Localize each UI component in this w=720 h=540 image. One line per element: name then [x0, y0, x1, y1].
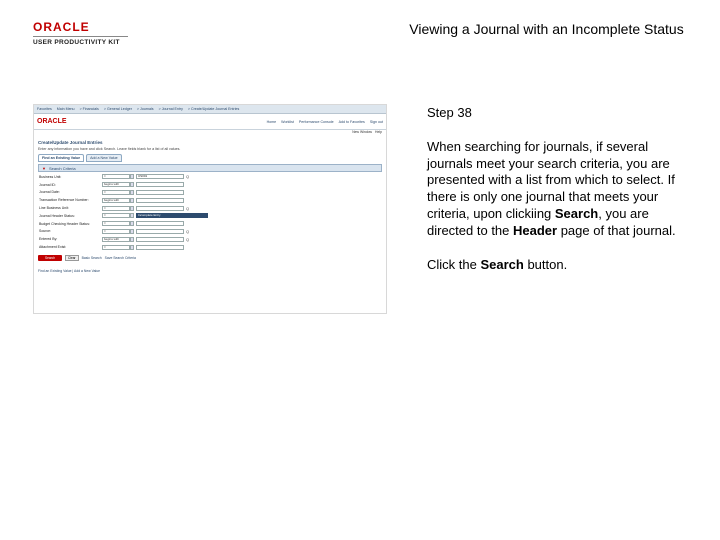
lookup-icon[interactable]: Q [186, 174, 190, 180]
search-field-row [34, 181, 386, 189]
operator-select[interactable]: = [102, 213, 130, 218]
nav-item[interactable]: > Financials [79, 107, 99, 111]
page-title: Viewing a Journal with an Incomplete Status [409, 21, 684, 37]
sub-links [34, 130, 386, 137]
field-label: Entered By: [39, 237, 58, 242]
header-link-performance[interactable]: Performance Console [298, 119, 334, 124]
header-link-home[interactable]: Home [266, 119, 277, 124]
instruction-panel [427, 105, 689, 273]
search-field-row [34, 173, 386, 181]
operator-select[interactable]: = [102, 174, 130, 179]
desc-bold-search: Search [554, 205, 599, 221]
desc-text: page of that journal. [557, 222, 676, 238]
chevron-down-icon[interactable] [130, 206, 134, 211]
search-fields [34, 173, 386, 251]
search-field-row [34, 189, 386, 197]
clear-button[interactable]: Clear [65, 255, 79, 261]
action-text: Click the [427, 256, 481, 272]
operator-select[interactable]: = [102, 221, 130, 226]
application-screenshot [33, 104, 387, 314]
search-instructions: Enter any information you have and click Search. Leave fields blank for a list of all values. [38, 147, 181, 151]
field-label: Business Unit: [39, 174, 62, 179]
desc-bold-header: Header [513, 222, 558, 238]
action-text: button. [523, 256, 568, 272]
search-field-row [34, 196, 386, 204]
tab-add-new[interactable]: Add a New Value [86, 154, 122, 162]
new-window-link[interactable]: New Window [352, 130, 373, 134]
basic-search-link[interactable]: Basic Search [81, 255, 102, 260]
logo-product: USER PRODUCTIVITY KIT [33, 39, 120, 46]
lookup-icon[interactable]: Q [186, 205, 190, 211]
footer-links[interactable]: Find an Existing Value | Add a New Value [38, 268, 101, 273]
chevron-down-icon[interactable] [130, 182, 134, 187]
field-label: Journal Date: [39, 190, 60, 195]
collapse-arrow-icon: ▼ [42, 165, 46, 171]
nav-item[interactable]: > Journals [136, 107, 154, 111]
search-button[interactable]: Search [38, 255, 62, 261]
field-value[interactable] [136, 182, 184, 187]
operator-select[interactable]: = [102, 229, 130, 234]
operator-select[interactable]: begins with [102, 182, 130, 187]
field-value[interactable] [136, 237, 184, 242]
field-value[interactable] [136, 245, 184, 250]
search-criteria-section[interactable] [38, 164, 382, 172]
chevron-down-icon[interactable] [130, 190, 134, 195]
header-link-signout[interactable]: Sign out [369, 119, 383, 124]
step-action [427, 257, 689, 274]
field-label: Budget Checking Header Status: [39, 221, 90, 226]
field-label: Journal ID: [39, 182, 56, 187]
field-label: Transaction Reference Number: [39, 198, 89, 203]
component-heading: Create/Update Journal Entries [38, 140, 103, 145]
operator-select[interactable]: = [102, 206, 130, 211]
chevron-down-icon[interactable] [130, 174, 134, 179]
field-label: Line Business Unit: [39, 206, 69, 211]
lookup-icon[interactable]: Q [186, 236, 190, 242]
search-field-row [34, 228, 386, 236]
chevron-down-icon[interactable] [130, 198, 134, 203]
chevron-down-icon[interactable] [130, 237, 134, 242]
operator-select[interactable]: begins with [102, 237, 130, 242]
logo-brand: ORACLE [33, 20, 90, 34]
section-title: Search Criteria [48, 165, 76, 171]
search-buttons [34, 251, 386, 261]
chevron-down-icon[interactable] [130, 221, 134, 226]
search-field-row [34, 243, 386, 251]
save-criteria-link[interactable]: Save Search Criteria [104, 255, 136, 260]
logo-divider [33, 36, 128, 37]
step-number: Step 38 [427, 105, 472, 120]
search-field-row [34, 220, 386, 228]
field-value[interactable] [136, 229, 184, 234]
tab-find-existing[interactable]: Find an Existing Value [38, 154, 84, 162]
field-value[interactable]: US001 [136, 174, 184, 179]
chevron-down-icon[interactable] [130, 213, 134, 218]
help-link[interactable]: Help [375, 130, 382, 134]
field-value[interactable] [136, 206, 184, 211]
field-value[interactable]: Incomplete Entry [136, 213, 208, 218]
operator-select[interactable]: = [102, 245, 130, 250]
operator-select[interactable]: = [102, 190, 130, 195]
field-label: Attachment Exist: [39, 245, 67, 250]
desc-text: , you are directed to the [427, 205, 649, 238]
search-field-row [34, 235, 386, 243]
header-link-worklist[interactable]: Worklist [281, 119, 294, 124]
field-value[interactable] [136, 190, 184, 195]
field-value[interactable] [136, 198, 184, 203]
header-links [267, 120, 383, 124]
field-label: Journal Header Status: [39, 213, 75, 218]
field-label: Source: [39, 229, 52, 234]
header-link-favorites[interactable]: Add to Favorites [338, 119, 365, 124]
nav-item[interactable]: > Create/Update Journal Entries [187, 107, 240, 111]
search-tabs [34, 153, 386, 163]
oracle-upk-logo [33, 20, 128, 46]
app-header [34, 114, 386, 130]
nav-item[interactable]: Favorites [37, 107, 52, 111]
operator-select[interactable]: begins with [102, 198, 130, 203]
step-description [427, 139, 689, 240]
chevron-down-icon[interactable] [130, 229, 134, 234]
search-field-row [34, 204, 386, 212]
nav-item[interactable]: > General Ledger [103, 107, 132, 111]
lookup-icon[interactable]: Q [186, 228, 190, 234]
nav-item[interactable]: > Journal Entry [158, 107, 183, 111]
search-field-row [34, 212, 386, 220]
action-bold: Search [480, 256, 524, 272]
desc-text: When searching for journals, if several journals meet your search criteria, you are presented with a list from which to select. If there is only one journal that meets your criteria, upon clickiing [427, 138, 675, 221]
chevron-down-icon[interactable] [130, 245, 134, 250]
breadcrumb-nav [34, 105, 386, 114]
nav-item[interactable]: Main Menu [56, 107, 75, 111]
app-logo: ORACLE [37, 118, 67, 125]
field-value[interactable] [136, 221, 184, 226]
